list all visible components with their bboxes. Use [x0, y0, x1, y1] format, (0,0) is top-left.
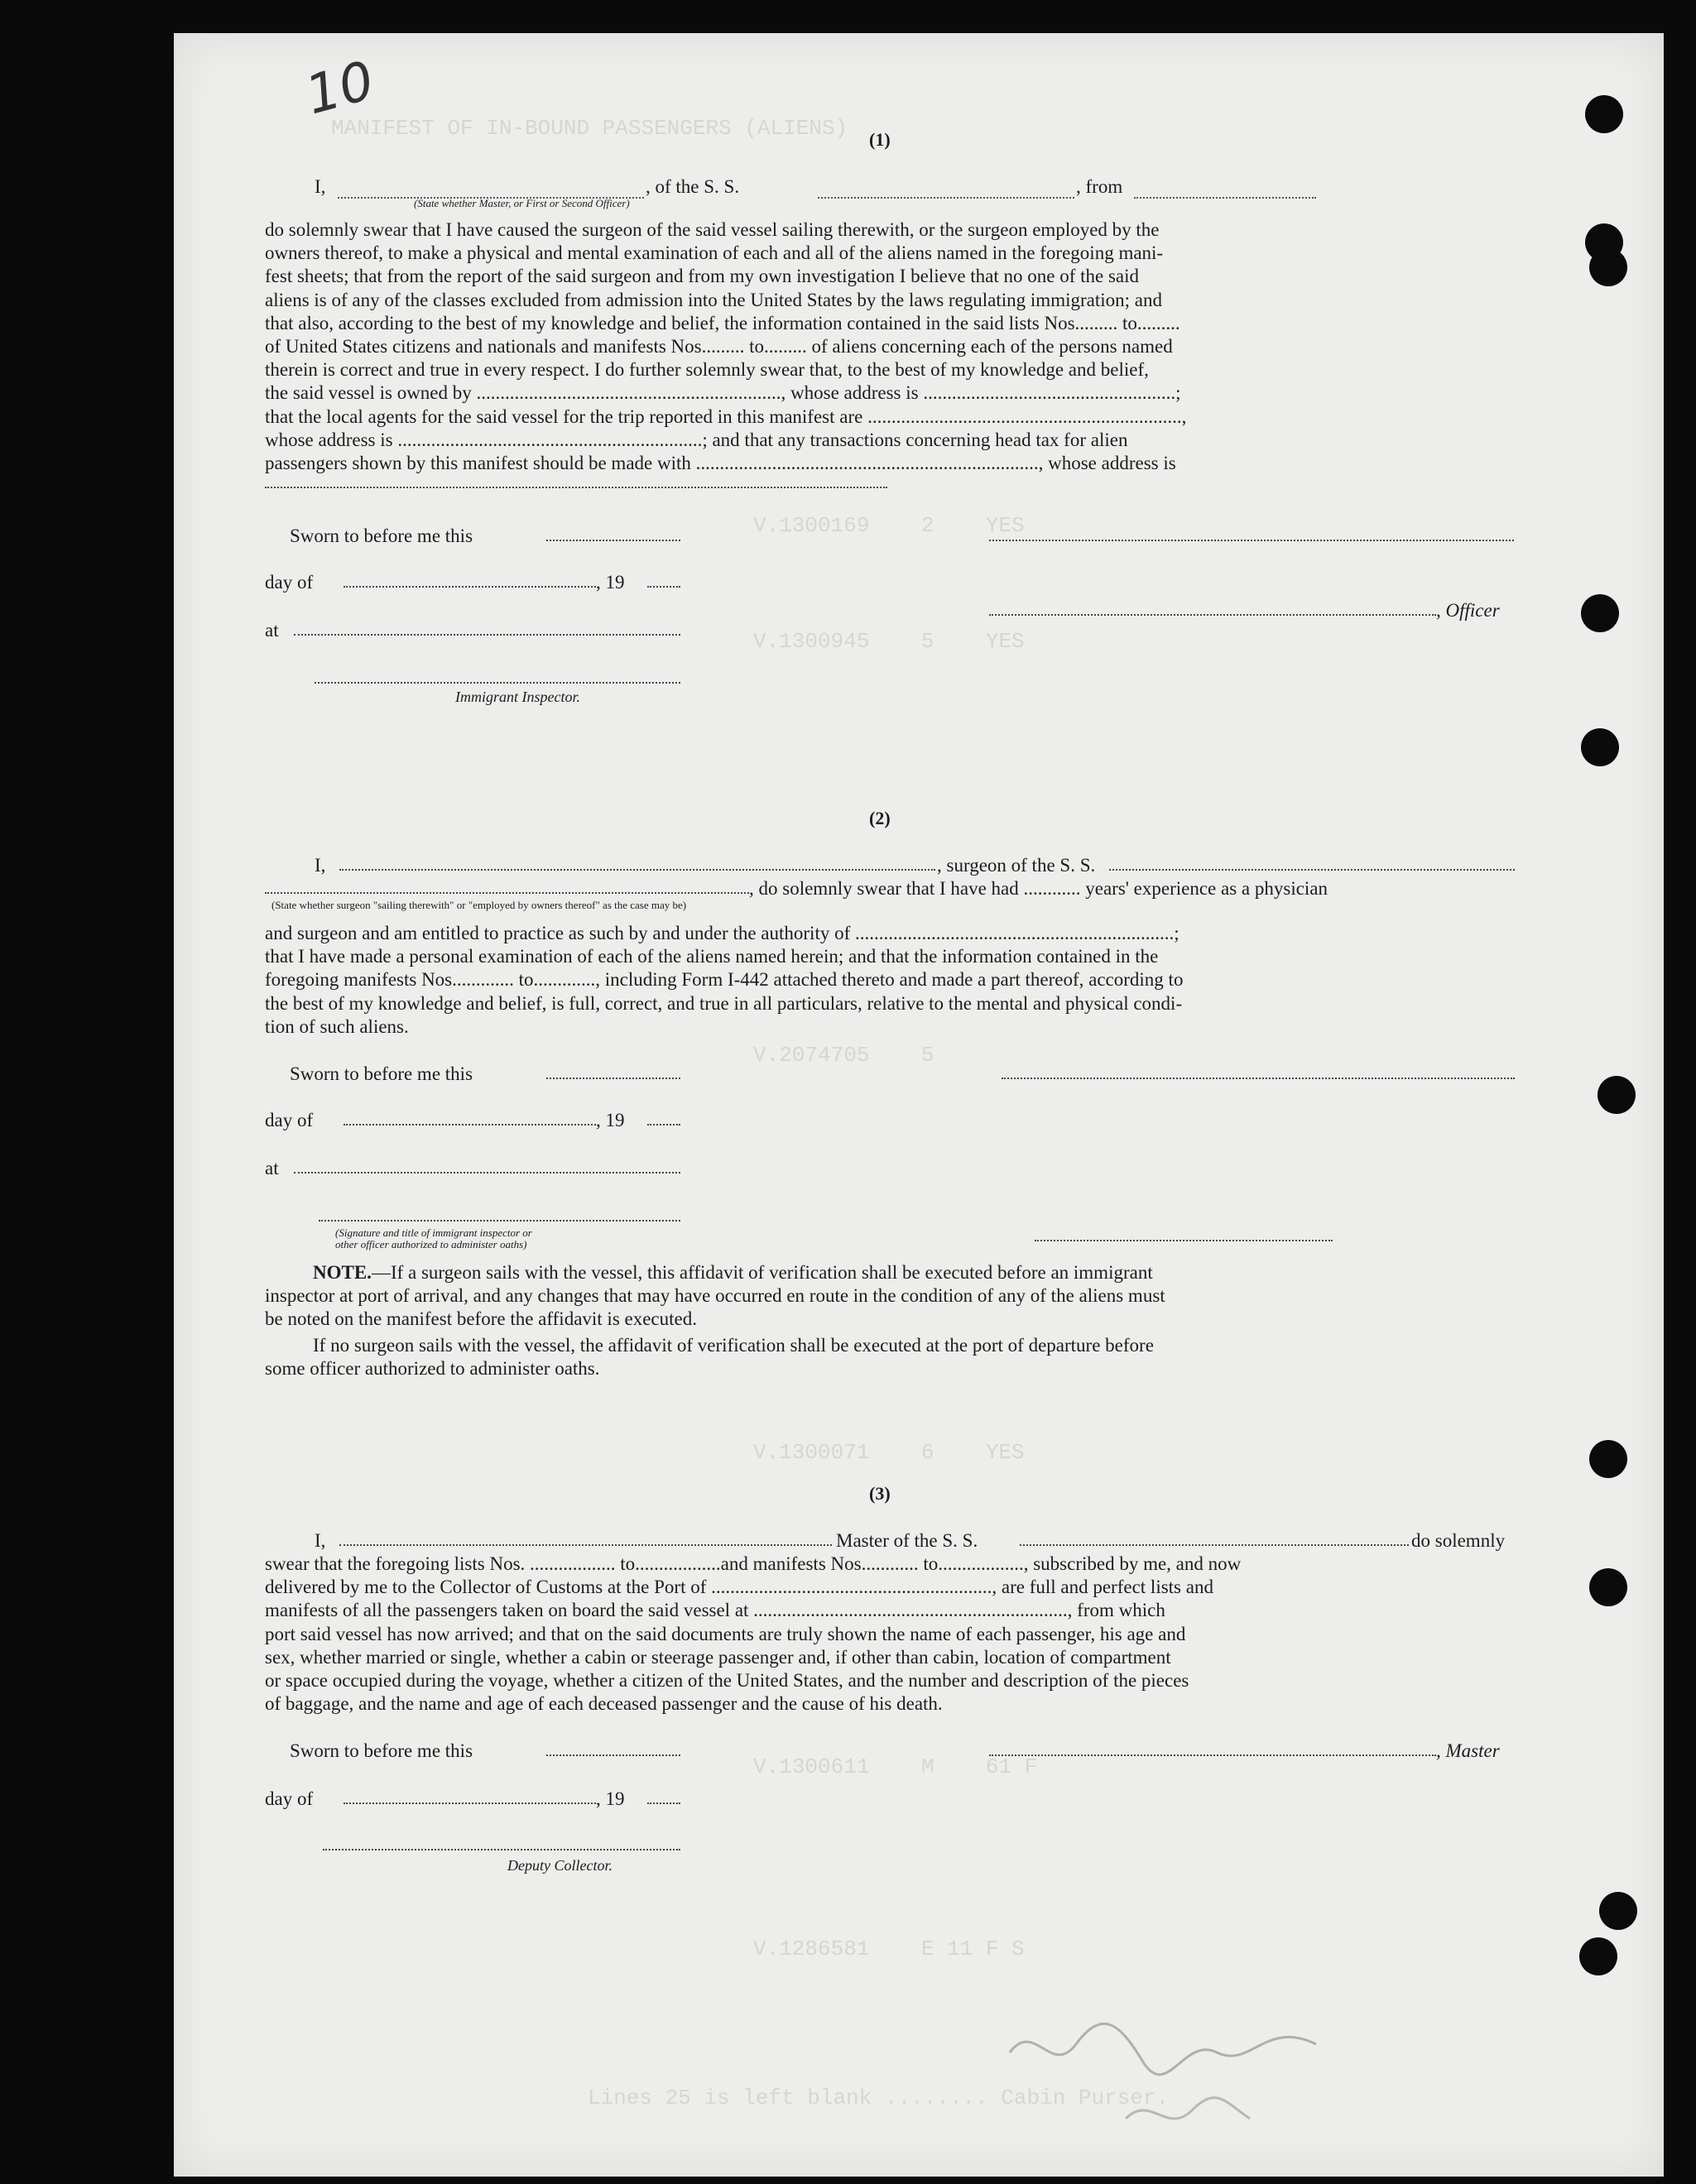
punch-hole: [1585, 95, 1623, 133]
signature-note-line-1: (Signature and title of immigrant inspector or: [335, 1226, 532, 1239]
note-paragraph: [313, 1261, 1153, 1284]
section-3-i-label: I,: [315, 1530, 326, 1551]
note-continuation: [265, 1284, 1515, 1331]
section-2-body-line: foregoing manifests Nos............. to............., including Form I-442 attached thereto and made a part thereof, according to: [265, 969, 1184, 991]
master-signature-line: [989, 1754, 1436, 1756]
section-2-body-line: and surgeon and am entitled to practice as such by and under the authority of ...................................................................;: [265, 923, 1180, 943]
section-3-sworn: Sworn to before me this: [290, 1740, 473, 1761]
officer-label: , Officer: [1436, 600, 1500, 621]
handwritten-folio-mark: 10: [299, 50, 381, 127]
section-2-surgeon-of: , surgeon of the S. S.: [937, 855, 1096, 876]
surgeon-vessel-field: [1109, 869, 1515, 871]
bleed-through-text: V.1286581 E 11 F S: [753, 1937, 1025, 1961]
section-2-body-line: the best of my knowledge and belief, is full, correct, and true in all particulars, relative to the mental and physical condi-: [265, 992, 1183, 1014]
note-line: inspector at port of arrival, and any changes that may have occurred en route in the condition of any of the aliens must: [265, 1285, 1165, 1306]
inspector-signature-line: [315, 682, 680, 684]
section-2-at: at: [265, 1158, 279, 1178]
departure-port-field: [1134, 180, 1316, 199]
officer-rank-field: [338, 180, 644, 199]
section-3-body-line: swear that the foregoing lists Nos. .................. to..................and manifests Nos............ to.................., subscribed by me, and now: [265, 1553, 1242, 1574]
note-lead: NOTE.: [313, 1262, 372, 1283]
master-name-field: [339, 1544, 832, 1546]
section-3-nineteen: , 19: [596, 1788, 625, 1809]
section-1-sworn: Sworn to before me this: [290, 526, 473, 546]
section-1-body-line: therein is correct and true in every respect. I do further solemnly swear that, to the best of my knowledge and belief,: [265, 359, 1149, 381]
at-place-field: [294, 634, 680, 636]
year-field-3: [647, 1802, 680, 1804]
day-of-field: [344, 586, 596, 588]
year-field-2: [647, 1124, 680, 1126]
bleed-through-text: V.1300169 2 YES: [753, 513, 1025, 538]
section-1-at: at: [265, 620, 279, 641]
master-vessel-field: [1020, 1544, 1409, 1546]
manifest-page: [174, 33, 1664, 2177]
section-2-number: (2): [869, 808, 891, 828]
inspector-signature-line-2: [319, 1220, 680, 1222]
section-1-body-line: the said vessel is owned by ................................................................, whose address is .....................................................;: [265, 382, 1181, 404]
bleed-through-text: V.1300611 M 61 F: [753, 1754, 1038, 1779]
punch-hole: [1598, 1076, 1636, 1114]
note-2-line: some officer authorized to administer oaths.: [265, 1358, 600, 1380]
section-3-number: (3): [869, 1483, 891, 1504]
section-1-day-of: day of: [265, 572, 314, 593]
section-1-body: [265, 218, 1515, 475]
surgeon-name-field: [339, 869, 935, 871]
year-field: [647, 586, 680, 588]
section-2-body-line: tion of such aliens.: [265, 1015, 409, 1037]
section-3-body-line: of baggage, and the name and age of each deceased passenger and the cause of his death.: [265, 1693, 943, 1715]
note-text: —If a surgeon sails with the vessel, this affidavit of verification shall be executed before an immigrant: [371, 1262, 1153, 1283]
section-3-day-of: day of: [265, 1788, 314, 1809]
section-3-body: [265, 1553, 1515, 1716]
section-3-body-line: sex, whether married or single, whether a cabin or steerage passenger and, if other than cabin, location of compartment: [265, 1646, 1171, 1668]
bleed-through-text: V.1300071 6 YES: [753, 1440, 1025, 1465]
section-3-do-solemnly: do solemnly: [1411, 1530, 1506, 1551]
master-label: , Master: [1436, 1740, 1500, 1761]
section-1-number: (1): [869, 129, 891, 150]
surgeon-signature-line: [1002, 1078, 1515, 1079]
section-3-body-line: or space occupied during the voyage, whether a citizen of the United States, and the number and description of the pieces: [265, 1670, 1189, 1692]
officer-name-line: [989, 614, 1436, 616]
sworn-date-field: [546, 540, 680, 541]
at-place-field-2: [294, 1172, 680, 1174]
punch-hole: [1589, 1440, 1627, 1478]
section-1-nineteen: , 19: [596, 572, 625, 593]
section-1-body-line: fest sheets; that from the report of the said surgeon and from my own investigation I believe that no one of the said: [265, 266, 1140, 287]
section-2-body-line: that I have made a personal examination of each of the aliens named herein; and that the information contained in the: [265, 946, 1159, 967]
section-3-body-line: delivered by me to the Collector of Customs at the Port of ..........................................................., are full and perfect lists and: [265, 1577, 1213, 1598]
officer-rank-note: (State whether Master, or First or Second Officer): [414, 197, 630, 209]
section-1-body-line: that also, according to the best of my knowledge and belief, the information contained in the said lists Nos......... to.........: [265, 312, 1180, 334]
section-1-of-ss: , of the S. S.: [646, 176, 740, 197]
punch-hole: [1599, 1892, 1637, 1930]
punch-hole: [1581, 728, 1619, 766]
section-1-body-line: owners thereof, to make a physical and mental examination of each and all of the aliens named in the foregoing mani-: [265, 242, 1164, 264]
surgeon-status-field: [265, 892, 749, 894]
collector-signature-line: [323, 1849, 680, 1850]
section-1-body-line: of United States citizens and nationals and manifests Nos......... to......... of aliens concerning each of the persons named: [265, 336, 1173, 358]
section-1-body-line: do solemnly swear that I have caused the surgeon of the said vessel sailing therewith, or the surgeon employed by the: [265, 219, 1160, 240]
day-of-field-3: [344, 1802, 596, 1804]
section-1-body-line: whose address is ................................................................; and that any transactions concerning head tax for alien: [265, 429, 1128, 450]
punch-hole: [1579, 1937, 1617, 1975]
day-of-field-2: [344, 1124, 596, 1126]
surgeon-status-note: (State whether surgeon "sailing therewith" or "employed by owners thereof" as the case may be): [271, 899, 687, 911]
section-1-i-label: I,: [315, 176, 326, 197]
section-2-body: [265, 922, 1515, 1039]
section-2-day-of: day of: [265, 1110, 314, 1130]
section-1-body-line: that the local agents for the said vessel for the trip reported in this manifest are ..................................................................,: [265, 406, 1187, 427]
sworn-date-field-3: [546, 1754, 680, 1756]
section-3-body-line: manifests of all the passengers taken on board the said vessel at .................................................................., from which: [265, 1600, 1165, 1621]
handwritten-scrawl: [1002, 2003, 1349, 2152]
surgeon-title-line: [1035, 1240, 1333, 1241]
bleed-through-text: V.1300945 5 YES: [753, 629, 1025, 654]
note-line: be noted on the manifest before the affidavit is executed.: [265, 1308, 697, 1330]
section-1-body-line: aliens is of any of the classes excluded from admission into the United States by the laws regulating immigration; and: [265, 289, 1162, 310]
vessel-name-field: [818, 180, 1074, 199]
punch-hole: [1589, 1568, 1627, 1606]
section-2-nineteen: , 19: [596, 1110, 625, 1130]
deputy-collector-label: Deputy Collector.: [507, 1857, 613, 1874]
section-2-do-swear: , do solemnly swear that I have had ............ years' experience as a physician: [749, 878, 1328, 899]
immigrant-inspector-label: Immigrant Inspector.: [455, 689, 580, 705]
signature-note-line-2: other officer authorized to administer oaths): [335, 1238, 527, 1250]
section-2-sworn: Sworn to before me this: [290, 1063, 473, 1084]
section-1-from: , from: [1076, 176, 1123, 197]
section-3-body-line: port said vessel has now arrived; and that on the said documents are truly shown the name of each passenger, his age and: [265, 1623, 1186, 1644]
sworn-date-field-2: [546, 1078, 680, 1079]
bleed-through-text: Lines 25 is left blank ........ Cabin Purser.: [588, 2086, 1170, 2110]
note-2-paragraph: [265, 1334, 1515, 1380]
section-2-i-label: I,: [315, 855, 326, 876]
punch-hole: [1589, 248, 1627, 286]
address-continuation-line: [265, 487, 887, 488]
bleed-through-text: V.2074705 5: [753, 1043, 934, 1068]
officer-signature-line: [989, 540, 1514, 541]
note-2-line: If no surgeon sails with the vessel, the affidavit of verification shall be executed at the port of departure before: [313, 1335, 1154, 1356]
punch-hole: [1581, 594, 1619, 632]
bleed-through-text: MANIFEST OF IN-BOUND PASSENGERS (ALIENS): [331, 116, 848, 141]
section-1-body-line: passengers shown by this manifest should be made with ........................................................................, whose address is: [265, 453, 1176, 474]
section-3-master-of: Master of the S. S.: [836, 1530, 978, 1551]
